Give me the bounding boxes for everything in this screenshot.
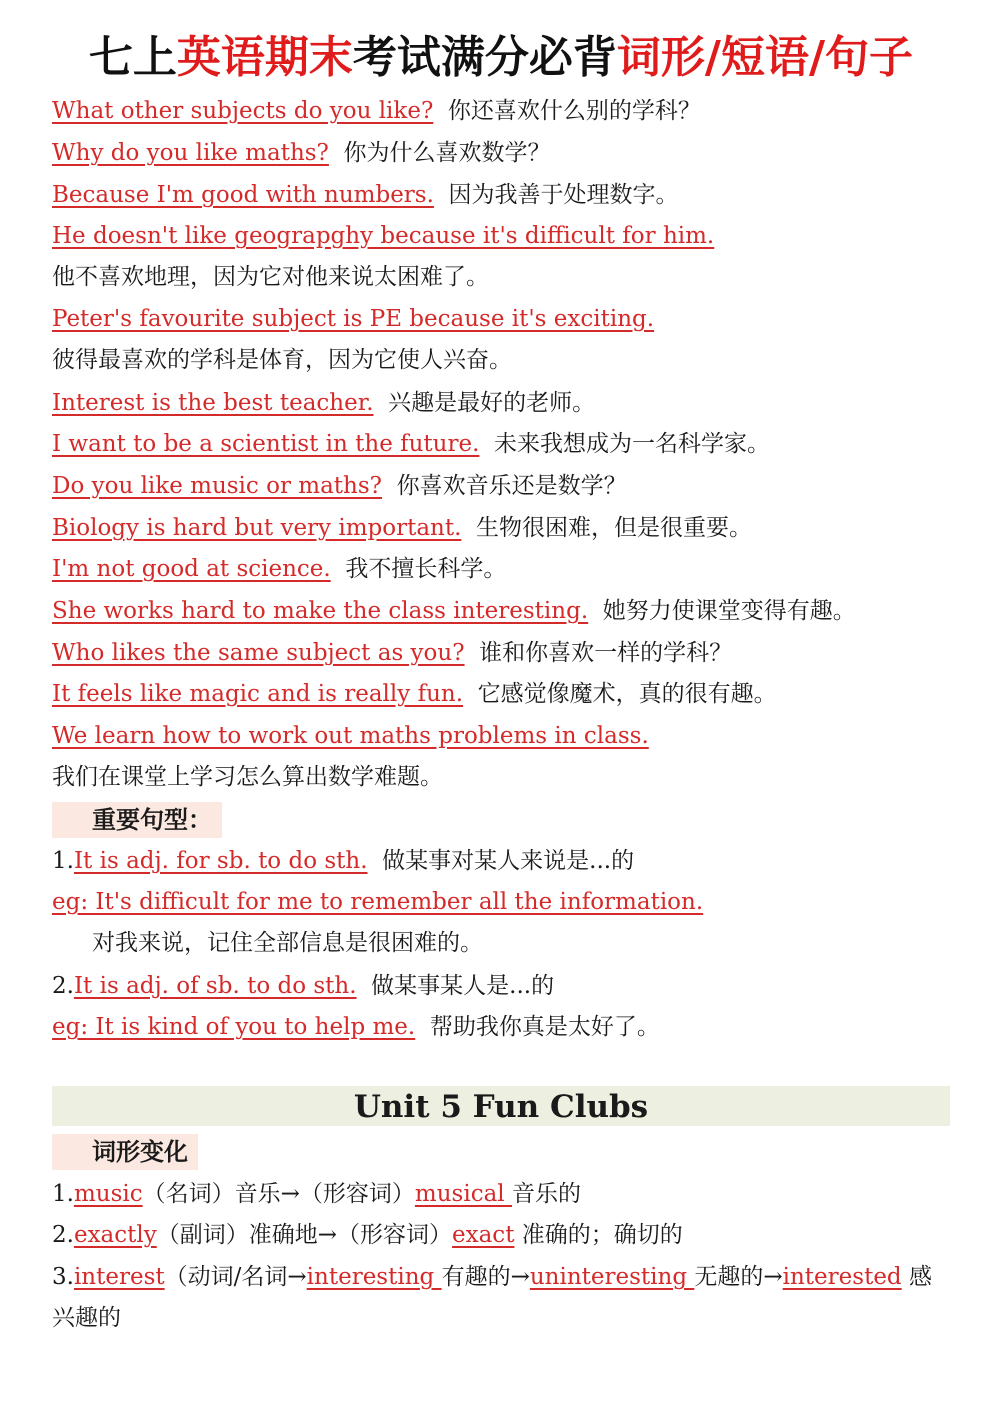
sentence-line (52, 260, 962, 294)
sentence-line (52, 719, 962, 753)
wordform-number: 2. (52, 1222, 74, 1248)
sentence-en: He doesn't like geograpghy because it's difficult for him. (52, 223, 715, 249)
wordform-word: uninteresting (529, 1264, 695, 1290)
pattern-en: It is adj. for sb. to do sth. (73, 848, 368, 874)
unit-title-bar: Unit 5 Fun Clubs (52, 1086, 950, 1126)
sentence-line (52, 178, 962, 212)
sentence-zh: 我们在课堂上学习怎么算出数学难题。 (52, 764, 443, 790)
sentence-line (52, 427, 962, 461)
sentence-en: I want to be a scientist in the future. (52, 431, 480, 457)
wordform-text: 兴趣的 (52, 1305, 121, 1331)
wordform-number: 3. (52, 1264, 74, 1290)
title-part-3: 考试满分必背 (352, 32, 617, 83)
sentence-line (52, 511, 962, 545)
sentence-zh: 她努力使课堂变得有趣。 (602, 598, 856, 624)
wordform-continuation (52, 1301, 962, 1335)
sentence-zh: 他不喜欢地理，因为它对他来说太困难了。 (52, 264, 489, 290)
pattern-line (52, 844, 962, 878)
sentence-en: Do you like music or maths? (52, 473, 382, 499)
sentence-line (52, 302, 962, 336)
wordform-text: 音乐的 (511, 1181, 581, 1207)
section-heading-patterns (52, 802, 222, 838)
pattern-zh: 做某事对某人来说是...的 (382, 848, 635, 874)
wordform-line (52, 1177, 962, 1211)
wordform-word: music (73, 1181, 143, 1207)
sentence-line (52, 386, 962, 420)
sentence-en: We learn how to work out maths problems in class. (52, 723, 649, 749)
pattern-number: 1. (52, 848, 74, 874)
sentence-line (52, 552, 962, 586)
sentence-en: She works hard to make the class interesting. (52, 598, 589, 624)
sentence-en: I'm not good at science. (52, 556, 331, 582)
pattern-zh: 帮助我你真是太好了。 (429, 1014, 660, 1040)
sentence-line (52, 219, 962, 253)
pattern-zh: 做某事某人是...的 (371, 973, 555, 999)
sentence-zh: 你为什么喜欢数学？ (343, 140, 551, 166)
pattern-en: eg: It's difficult for me to remember all the information. (52, 889, 704, 915)
sentence-en: It feels like magic and is really fun. (52, 681, 464, 707)
sentence-zh: 它感觉像魔术，真的很有趣。 (477, 681, 777, 707)
section-heading-wordforms (52, 1134, 198, 1170)
sentence-line (52, 469, 962, 503)
sentence-zh: 谁和你喜欢一样的学科？ (479, 640, 733, 666)
sentence-zh: 因为我善于处理数字。 (448, 182, 679, 208)
pattern-en: eg: It is kind of you to help me. (52, 1014, 416, 1040)
sentence-en: Peter's favourite subject is PE because it's exciting. (52, 306, 655, 332)
wordform-text: 有趣的→ (441, 1264, 530, 1290)
pattern-zh: 对我来说，记住全部信息是很困难的。 (92, 930, 483, 956)
wordform-line (52, 1218, 962, 1252)
title-part-1: 七上 (88, 32, 177, 83)
sentence-line (52, 760, 962, 794)
sentence-en: Because I'm good with numbers. (52, 182, 434, 208)
sentence-zh: 你还喜欢什么别的学科？ (447, 98, 701, 124)
wordform-line (52, 1260, 962, 1294)
sentence-zh: 你喜欢音乐还是数学？ (396, 473, 627, 499)
wordform-text: （动词/名词→ (164, 1264, 307, 1290)
section-heading-label: 词形变化 (52, 1134, 198, 1170)
sentence-zh: 兴趣是最好的老师。 (388, 390, 596, 416)
wordform-text: （名词）音乐→（形容词） (142, 1181, 415, 1207)
wordform-word: interest (73, 1264, 165, 1290)
title-part-4: 词形/短语/句子 (616, 32, 914, 83)
sentence-line (52, 343, 962, 377)
sentence-en: What other subjects do you like? (52, 98, 434, 124)
title-part-2: 英语期末 (176, 32, 353, 83)
wordform-text: （副词）准确地→（形容词） (156, 1222, 453, 1248)
pattern-line (52, 969, 962, 1003)
page-title (0, 28, 1002, 88)
wordform-word: musical (414, 1181, 512, 1207)
section-heading-label: 重要句型： (52, 802, 222, 838)
sentence-line (52, 594, 962, 628)
sentence-zh: 我不擅长科学。 (345, 556, 507, 582)
wordform-number: 1. (52, 1181, 74, 1207)
wordform-word: exact (452, 1222, 515, 1248)
sentence-en: Biology is hard but very important. (52, 515, 462, 541)
pattern-en: It is adj. of sb. to do sth. (73, 973, 357, 999)
sentence-line (52, 636, 962, 670)
pattern-translation (92, 926, 1002, 960)
wordform-word: interested (782, 1264, 902, 1290)
pattern-example (52, 885, 962, 919)
wordform-text: 感 (901, 1264, 932, 1290)
sentence-zh: 未来我想成为一名科学家。 (494, 431, 771, 457)
sentence-en: Why do you like maths? (52, 140, 329, 166)
sentence-line (52, 94, 962, 128)
pattern-example (52, 1010, 962, 1044)
sentence-en: Interest is the best teacher. (52, 390, 374, 416)
sentence-line (52, 677, 962, 711)
sentence-en: Who likes the same subject as you? (52, 640, 465, 666)
sentence-zh: 生物很困难，但是很重要。 (476, 515, 753, 541)
wordform-word: interesting (306, 1264, 442, 1290)
pattern-number: 2. (52, 973, 74, 999)
wordform-text: 准确的；确切的 (514, 1222, 683, 1248)
wordform-word: exactly (73, 1222, 157, 1248)
wordform-text: 无趣的→ (694, 1264, 783, 1290)
sentence-zh: 彼得最喜欢的学科是体育，因为它使人兴奋。 (52, 347, 512, 373)
sentence-line (52, 136, 962, 170)
